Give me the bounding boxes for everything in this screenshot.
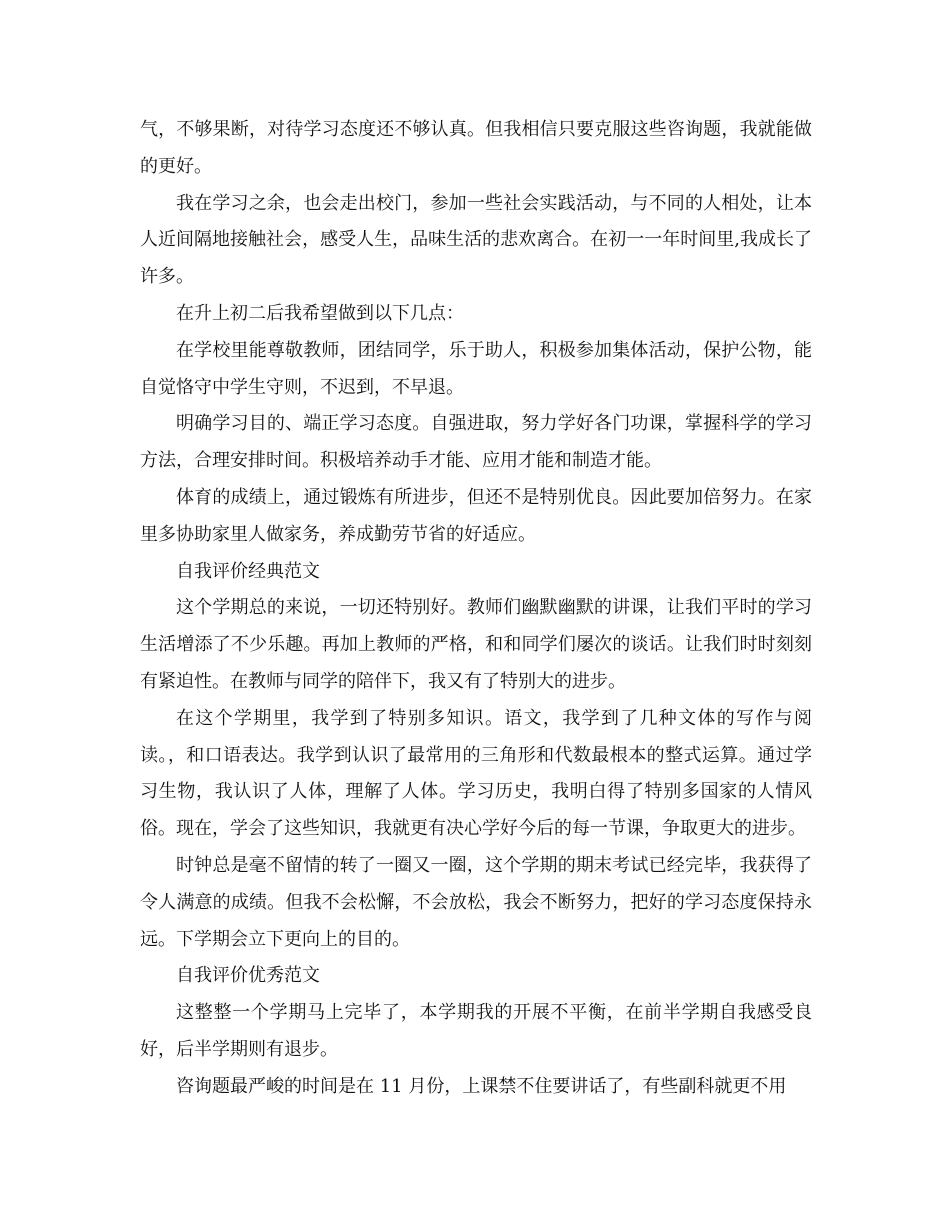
paragraph-november-problem: 咨询题最严峻的时间是在 11 月份，上课禁不住要讲话了，有些副科就更不用 xyxy=(176,1075,787,1097)
paragraph-uneven-development: 这整整一个学期马上完毕了，本学期我的开展不平衡，在前半学期自我感受良好，后半学期则有退步。 xyxy=(140,1002,812,1060)
paragraph-study-attitude: 明确学习目的、端正学习态度。自强进取，努力学好各门功课，掌握科学的学习方法，合理安排时间。积极培养动手才能、应用才能和制造才能。 xyxy=(140,413,812,472)
paragraph-final-exam: 时钟总是毫不留情的转了一圈又一圈，这个学期的期末考试已经完毕，我获得了令人满意的成绩。但我不会松懈，不会放松，我会不断努力，把好的学习态度保持永远。下学期会立下更向上的目的。 xyxy=(140,854,812,950)
paragraph-sports-housework: 体育的成绩上，通过锻炼有所进步，但还不是特别优良。因此要加倍努力。在家里多协助家里人做家务，养成勤劳节省的好适应。 xyxy=(140,486,812,545)
paragraph-social-practice: 我在学习之余，也会走出校门，参加一些社会实践活动，与不同的人相处，让本人近间隔地接触社会，感受人生，品味生活的悲欢离合。在初一一年时间里,我成长了许多。 xyxy=(140,192,812,288)
paragraph-semester-overview: 这个学期总的来说，一切还特别好。教师们幽默幽默的讲课，让我们平时的学习生活增添了不少乐趣。再加上教师的严格，和和同学们屡次的谈话。让我们时时刻刻有紧迫性。在教师与同学的陪伴下，我又有了特别大的进步。 xyxy=(140,597,812,692)
paragraph-continuation: 气，不够果断，对待学习态度还不够认真。但我相信只要克服这些咨询题，我就能做的更好。 xyxy=(140,119,812,177)
paragraph-school-conduct: 在学校里能尊敬教师，团结同学，乐于助人，积极参加集体活动，保护公物，能自觉恪守中学生守则，不迟到，不早退。 xyxy=(140,339,812,398)
section-heading-classic-sample: 自我评价经典范文 xyxy=(176,560,320,582)
section-heading-excellent-sample: 自我评价优秀范文 xyxy=(176,965,320,987)
paragraph-grade-two-goals-intro: 在升上初二后我希望做到以下几点： xyxy=(176,302,464,324)
document-body xyxy=(140,112,812,1106)
paragraph-knowledge-learned: 在这个学期里，我学到了特别多知识。语文，我学到了几种文体的写作与阅读。，和口语表达。我学到认识了最常用的三角形和代数最根本的整式运算。通过学习生物，我认识了人体，理解了人体。学习历史，我明白得了特别多国家的人情风俗。现在，学会了这些知识，我就更有决心学好今后的每一节课，争取更大的进步。 xyxy=(140,707,812,840)
